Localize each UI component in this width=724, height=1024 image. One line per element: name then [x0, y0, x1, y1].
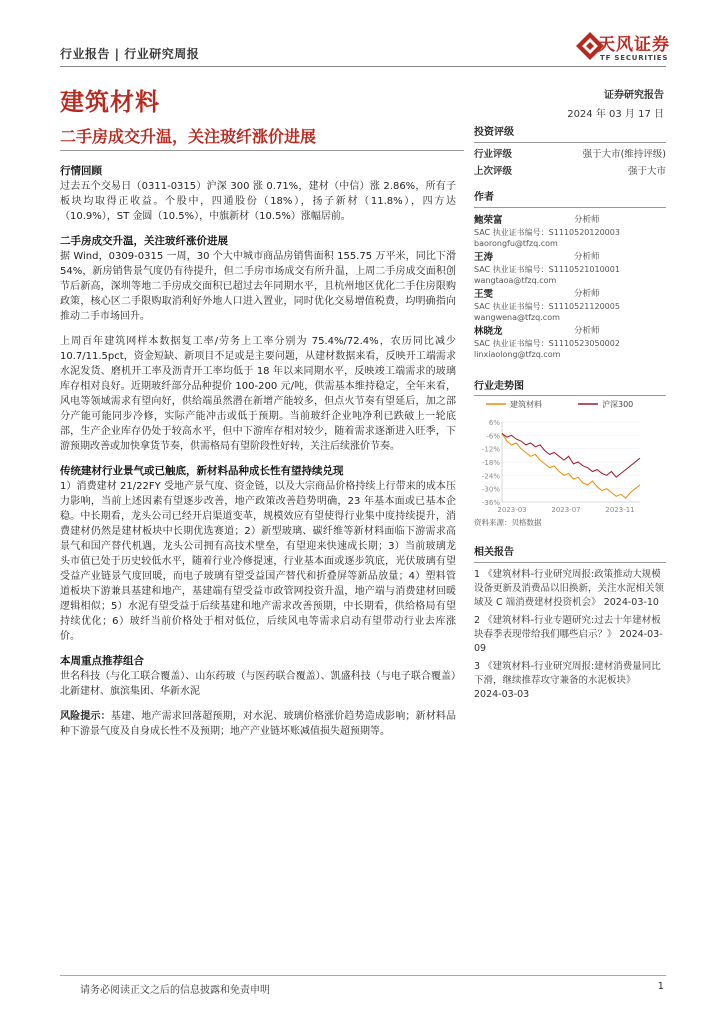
- risk-heading: 风险提示：: [60, 711, 111, 722]
- y-tick-label: -36%: [481, 499, 500, 507]
- authors-section: [474, 188, 666, 362]
- section-heading: 行情回顾: [60, 165, 102, 177]
- series-line: [502, 433, 640, 477]
- author-sac: SAC 执业证书编号：S1110523050002: [474, 339, 620, 348]
- author-role: 分析师: [574, 326, 600, 336]
- related-report[interactable]: 1 《建筑材料-行业研究周报:政策推动大规模设备更新及消费品以旧换新，关注水泥相关领域及 C 端消费建材投资机会》 2024-03-10: [474, 569, 665, 608]
- author-sac: SAC 执业证书编号：S1110521010001: [474, 265, 620, 274]
- section-paragraph: 1）消费建材 21/22FY 受地产景气度、资金链，以及大宗商品价格持续上行带来的成本压力影响，当前上述因素有望逐步改善，地产政策改善趋势明确，23 年基本面或已基本企稳。中长期看，龙头公司已经开启渠道变革，规模效应有望使得行业集中度持续提升，消费建材仍然是建材板块中长期优选赛道；2）新型玻璃、碳纤维等新材料面临下游需求高景气和国产替代机遇，龙头公司拥有高技术壁垒，有望迎来快速成长期；3）当前玻璃龙头市值已处于历史较低水平，随着行业冷修提速，行业基本面或逐步筑底，光伏玻璃有望受益产业链景气度回暖，而电子玻璃有望受益国产替代和折叠屏等新品放量；4）塑料管道板块下游兼具基建和地产，基建端有望受益市政管网投资升温，地产端与消费建材回暖逻辑相似；5）水泥有望受益于后续基建和地产需求改善预期，中长期看，供给格局有望持续优化；6）玻纤当前价格处于相对低位，后续风电等需求启动有望带动行业去库涨价。: [60, 481, 456, 642]
- rating-heading: 投资评级: [474, 127, 514, 138]
- header-divider: [60, 66, 666, 67]
- author-role: 分析师: [574, 289, 600, 299]
- y-tick-label: -24%: [481, 472, 500, 481]
- section-heading: 传统建材行业景气或已触底，新材料品种成长性有望持续兑现: [60, 465, 344, 477]
- title-divider: [60, 150, 464, 151]
- author-sac: SAC 执业证书编号：S1110521120005: [474, 302, 620, 311]
- risk-paragraph: [60, 709, 456, 739]
- trend-heading: 行业走势图: [474, 381, 524, 392]
- footer-disclaimer: 请务必阅读正文之后的信息披露和免责申明: [80, 985, 270, 996]
- doc-type: 行业报告 | 行业研究周报: [60, 47, 200, 61]
- related-heading: 相关报告: [474, 547, 514, 558]
- legend-label: 建筑材料: [510, 400, 542, 409]
- author-entry: [474, 288, 666, 323]
- author-name: 鲍荣富: [474, 215, 503, 226]
- y-tick-label: -30%: [481, 485, 500, 494]
- y-tick-label: -18%: [481, 459, 500, 467]
- rating-value: 强于大市(维持评级): [582, 149, 666, 160]
- industry-name: 建筑材料: [60, 88, 160, 116]
- authors-divider: [474, 207, 666, 208]
- x-tick-label: 2023-03: [497, 506, 527, 514]
- risk-text: 基建、地产需求回落超预期，对水泥、玻璃价格涨价趋势造成影响；新材料品种下游景气度及自身成长性不及预期；地产产业链坏账减值损失超预期等。: [60, 711, 457, 737]
- x-tick-label: 2023-07: [551, 506, 581, 514]
- authors-heading: 作者: [474, 192, 494, 203]
- report-title: 二手房成交升温，关注玻纤涨价进展: [60, 127, 317, 146]
- author-entry: [474, 251, 666, 286]
- rating-divider: [474, 142, 666, 143]
- author-role: 分析师: [574, 215, 600, 225]
- report-type: 证券研究报告: [604, 90, 664, 101]
- related-report[interactable]: 2 《建筑材料-行业专题研究:过去十年建材板块春季表现带给我们哪些启示？》 2024-03-09: [474, 615, 663, 654]
- related-report[interactable]: 3 《建筑材料-行业研究周报:建材消费量同比下滑，继续推荐攻守兼备的水泥板块》 2024-03-03: [474, 661, 661, 700]
- y-tick-label: -12%: [481, 445, 500, 454]
- related-divider: [474, 562, 666, 563]
- section-paragraph: 世名科技（与化工联合覆盖）、山东药玻（与医药联合覆盖）、凯盛科技（与电子联合覆盖）北新建材、旗滨集团、华新水泥: [60, 671, 456, 697]
- rating-row: [474, 146, 666, 163]
- author-sac: SAC 执业证书编号：S1110520120003: [474, 228, 620, 237]
- industry-trend-chart: [474, 394, 666, 516]
- section-heading: 本周重点推荐组合: [60, 655, 144, 667]
- y-tick-label: 6%: [488, 419, 500, 427]
- section-paragraph: 据 Wind，0309-0315 一周，30 个大中城市商品房销售面积 155.75 万平米，同比下滑 54%，新房销售景气度仍有待提升，但二手房市场成交有所升温，上周二手房成交面积创节后新高，深圳等地二手房成交面积已超过去年同期水平，且杭州地区优化二手住房限购政策，核心区二手限购取消利好外地人口进入置业，同时优化交易增值税费，均明确指向推动二手市场回升。: [60, 251, 456, 322]
- author-email[interactable]: wangtaoa@tfzq.com: [474, 276, 557, 285]
- author-name: 王雯: [474, 289, 494, 300]
- prev-rating-row: [474, 163, 666, 180]
- rating-section: [474, 123, 666, 180]
- author-role: 分析师: [574, 252, 600, 262]
- legend-label: 沪深300: [602, 400, 634, 409]
- report-date: 2024 年 03 月 17 日: [567, 109, 664, 120]
- section-heading: 二手房成交升温，关注玻纤涨价进展: [60, 235, 228, 247]
- author-entry: [474, 214, 666, 249]
- section-paragraph: 上周百年建筑网样本数据复工率/劳务上工率分别为 75.4%/72.4%，农历同比减少 10.7/11.5pct，资金短缺、新项目不足或是主要问题，从建材数据来看，反映开工端需求水泥发货、磨机开工率及沥青开工率均低于 18 年以来同期水平，反映竣工端需求的玻璃库存相对良好。近期玻纤部分品种提价 100-200 元/吨，供需基本维持稳定，全年来看，风电等领域需求有望向好，供给端虽然潜在新增产能较多，但点火节奏有望延后，加之部分产能可能同步冷修，实际产能冲击或低于预期。当前玻纤企业吨净利已跌破上一轮底部，生产企业库存仍处于较高水平，但中下游库存相对较少，随着需求逐渐进入旺季，下游预期改善或加快拿货节奏，供需格局有望阶段性好转，关注后续涨价节奏。: [60, 336, 456, 452]
- author-name: 林晓龙: [474, 326, 503, 337]
- chart-source: 资料来源：贝格数据: [474, 518, 542, 527]
- author-name: 王涛: [474, 252, 494, 263]
- main-body: [60, 162, 456, 749]
- logo-name: 天风证券: [598, 35, 670, 55]
- author-email[interactable]: baorongfu@tfzq.com: [474, 239, 558, 248]
- author-email[interactable]: linxiaolong@tfzq.com: [474, 350, 561, 359]
- author-entry: [474, 325, 666, 360]
- page-number: 1: [657, 981, 664, 992]
- y-tick-label: -6%: [486, 432, 500, 441]
- prev-rating-value: 强于大市: [627, 166, 666, 177]
- related-section: [474, 543, 666, 706]
- footer-divider: [60, 975, 666, 976]
- prev-rating-label: 上次评级: [474, 166, 513, 177]
- rating-label: 行业评级: [474, 149, 513, 160]
- section-paragraph: 过去五个交易日（0311-0315）沪深 300 涨 0.71%，建材（中信）涨 2.86%，所有子板块均取得正收益。个股中，四通股份（18%），扬子新材（11.8%），四方达（10.9%），ST 金圆（10.5%），中旗新材（10.5%）涨幅居前。: [60, 181, 456, 222]
- x-tick-label: 2023-11: [605, 506, 635, 514]
- author-email[interactable]: wangwena@tfzq.com: [474, 313, 560, 322]
- logo-name-en: TF SECURITIES: [600, 54, 669, 62]
